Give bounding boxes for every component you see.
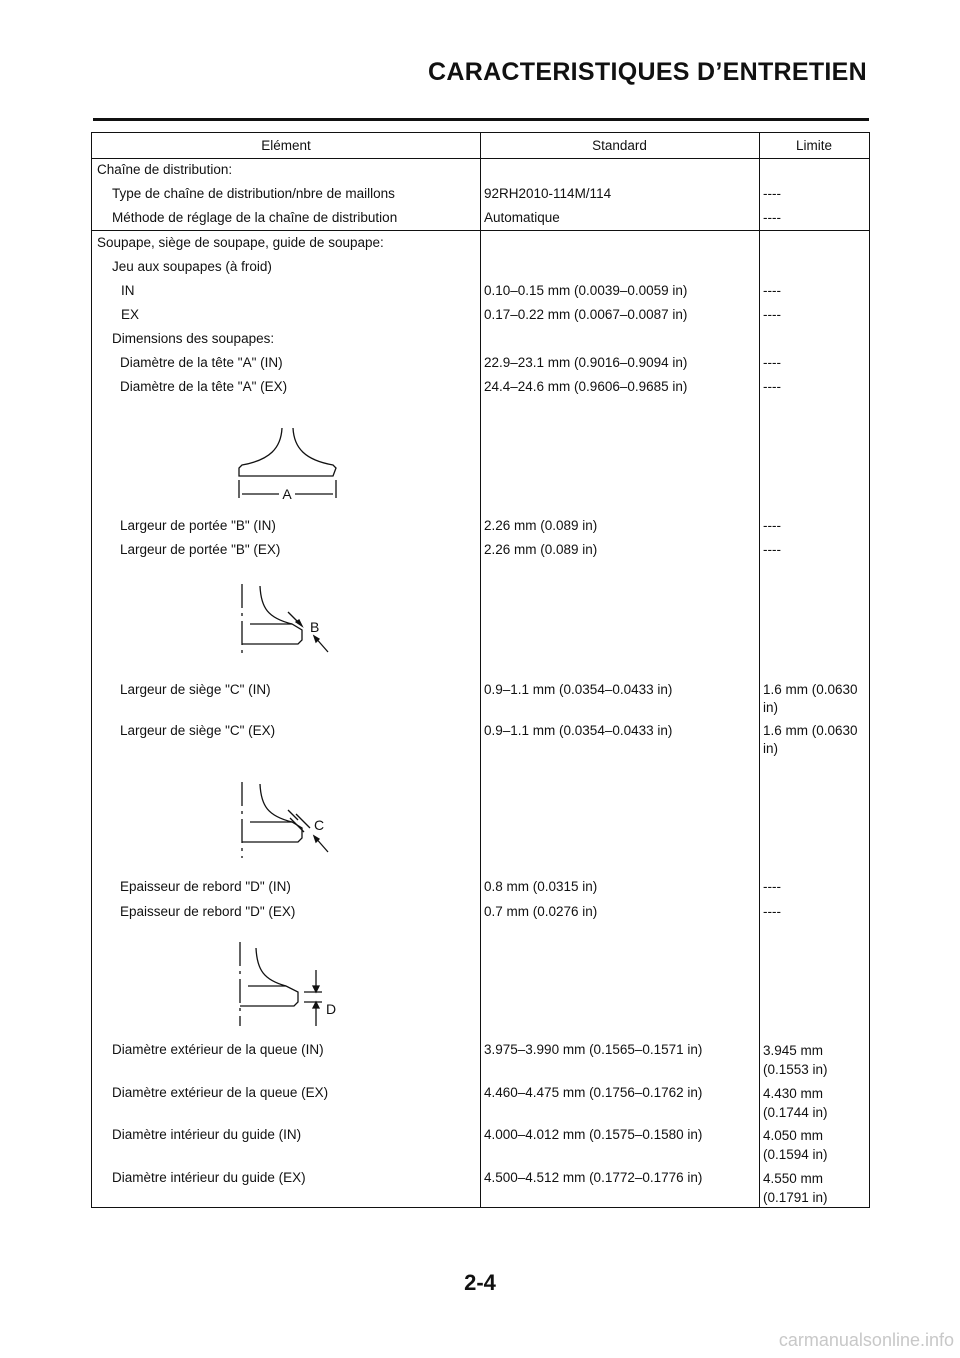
row-limit: ---- <box>763 210 781 225</box>
dimension-label-d: D <box>326 1001 337 1017</box>
row-standard: Automatique <box>484 210 560 225</box>
page-title: CARACTERISTIQUES D’ENTRETIEN <box>428 58 867 86</box>
column-divider <box>759 133 760 1207</box>
row-element: Diamètre de la tête "A" (EX) <box>120 379 288 394</box>
header-rule <box>92 158 869 159</box>
row-standard: 0.10–0.15 mm (0.0039–0.0059 in) <box>484 283 688 298</box>
row-standard: 4.500–4.512 mm (0.1772–0.1776 in) <box>484 1170 703 1185</box>
row-element: Largeur de portée "B" (IN) <box>120 518 276 533</box>
row-standard: 0.9–1.1 mm (0.0354–0.0433 in) <box>484 682 673 697</box>
row-standard: 4.000–4.012 mm (0.1575–0.1580 in) <box>484 1127 703 1142</box>
row-limit: 4.430 mm (0.1744 in) <box>763 1086 828 1120</box>
row-standard: 0.17–0.22 mm (0.0067–0.0087 in) <box>484 307 688 322</box>
row-standard: 4.460–4.475 mm (0.1756–0.1762 in) <box>484 1085 703 1100</box>
column-header-standard: Standard <box>592 138 647 153</box>
spec-table <box>91 132 870 1208</box>
row-standard: 92RH2010-114M/114 <box>484 186 612 201</box>
row-element: Epaisseur de rebord "D" (EX) <box>120 904 296 919</box>
row-limit: ---- <box>763 379 781 394</box>
row-element: Type de chaîne de distribution/nbre de maillons <box>112 186 395 201</box>
row-element: Diamètre intérieur du guide (EX) <box>112 1170 306 1185</box>
row-element: Largeur de portée "B" (EX) <box>120 542 281 557</box>
row-limit: ---- <box>763 542 781 557</box>
row-limit: ---- <box>763 307 781 322</box>
row-limit: ---- <box>763 879 781 894</box>
row-element: Chaîne de distribution: <box>97 162 233 177</box>
row-standard: 0.8 mm (0.0315 in) <box>484 879 598 894</box>
row-standard: 3.975–3.990 mm (0.1565–0.1571 in) <box>484 1042 703 1057</box>
row-element: Soupape, siège de soupape, guide de soupape: <box>97 235 384 250</box>
dimension-label-b: B <box>310 619 320 635</box>
row-element: Jeu aux soupapes (à froid) <box>112 259 272 274</box>
dimension-label-c: C <box>314 817 325 833</box>
row-standard: 22.9–23.1 mm (0.9016–0.9094 in) <box>484 355 688 370</box>
row-element: Largeur de siège "C" (EX) <box>120 723 276 738</box>
row-element: Diamètre intérieur du guide (IN) <box>112 1127 302 1142</box>
row-element: Largeur de siège "C" (IN) <box>120 682 271 697</box>
column-header-element: Elément <box>261 138 311 153</box>
row-limit: ---- <box>763 518 781 533</box>
row-standard: 0.7 mm (0.0276 in) <box>484 904 598 919</box>
valve-head-diameter-diagram <box>230 420 350 504</box>
column-header-limit: Limite <box>795 138 832 153</box>
row-standard: 0.9–1.1 mm (0.0354–0.0433 in) <box>484 723 673 738</box>
row-limit: 4.550 mm (0.1791 in) <box>763 1171 828 1205</box>
valve-margin-thickness-diagram <box>230 940 350 1030</box>
row-standard: 24.4–24.6 mm (0.9606–0.9685 in) <box>484 379 688 394</box>
valve-seat-width-diagram <box>230 778 350 862</box>
row-limit: ---- <box>763 283 781 298</box>
row-element: Diamètre extérieur de la queue (EX) <box>112 1085 329 1100</box>
row-standard: 2.26 mm (0.089 in) <box>484 542 598 557</box>
valve-face-width-diagram <box>230 580 350 662</box>
row-element: Méthode de réglage de la chaîne de distribution <box>112 210 398 225</box>
dimension-label-a: A <box>282 486 292 502</box>
row-element: IN <box>121 283 135 298</box>
row-limit: ---- <box>763 355 781 370</box>
row-limit: 1.6 mm (0.0630 in) <box>763 723 858 756</box>
row-element: Diamètre de la tête "A" (IN) <box>120 355 283 370</box>
row-limit: 3.945 mm (0.1553 in) <box>763 1043 828 1077</box>
title-rule <box>93 118 869 121</box>
row-limit: 1.6 mm (0.0630 in) <box>763 682 858 715</box>
row-element: Dimensions des soupapes: <box>112 331 275 346</box>
watermark: carmanualsonline.info <box>778 1330 954 1350</box>
row-element: EX <box>121 307 140 322</box>
row-element: Epaisseur de rebord "D" (IN) <box>120 879 291 894</box>
page-number: 2-4 <box>464 1270 496 1295</box>
row-limit: 4.050 mm (0.1594 in) <box>763 1128 828 1162</box>
column-divider <box>480 133 481 1207</box>
section-rule <box>92 230 869 231</box>
row-limit: ---- <box>763 186 781 201</box>
row-limit: ---- <box>763 904 781 919</box>
row-standard: 2.26 mm (0.089 in) <box>484 518 598 533</box>
row-element: Diamètre extérieur de la queue (IN) <box>112 1042 324 1057</box>
